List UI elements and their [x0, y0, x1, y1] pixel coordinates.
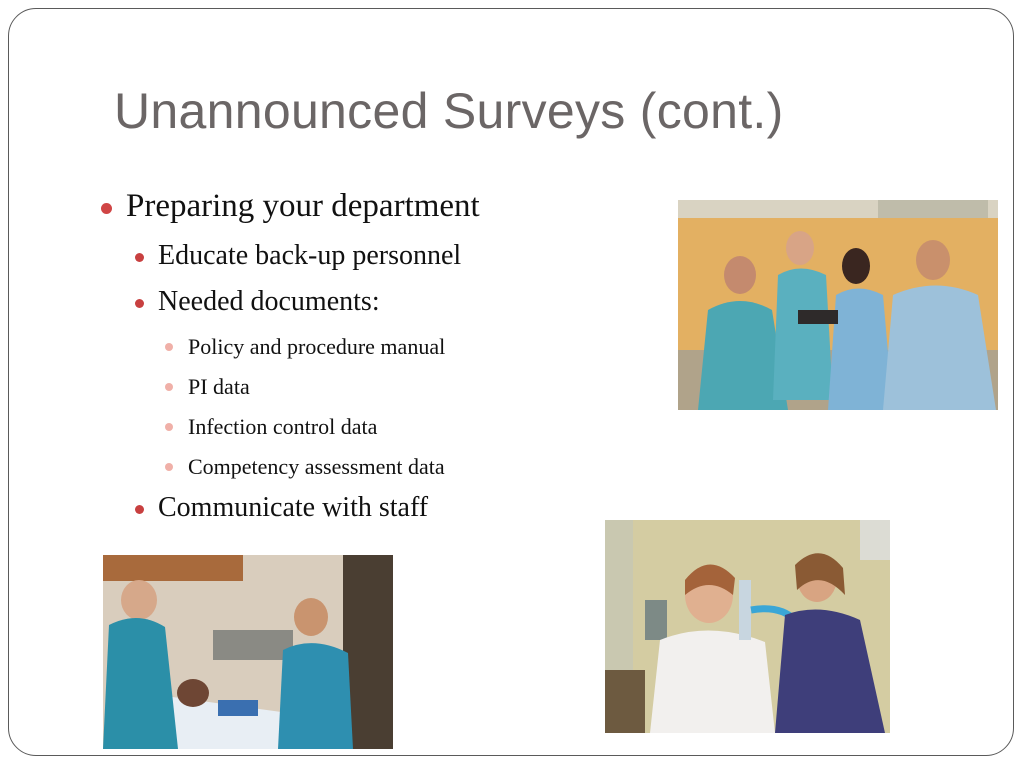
bullet-communicate-staff: Communicate with staff — [158, 492, 429, 523]
bullet-dot — [165, 423, 173, 431]
staff-meeting-photo — [678, 200, 998, 410]
bullet-infection-control: Infection control data — [188, 414, 378, 439]
bullet-dot — [135, 253, 144, 262]
bullet-dot — [135, 299, 144, 308]
bullet-educate-backup: Educate back-up personnel — [158, 240, 462, 271]
bullet-needed-documents: Needed documents: — [158, 286, 380, 317]
slide-title: Unannounced Surveys (cont.) — [114, 83, 784, 139]
bullet-dot — [165, 343, 173, 351]
bullet-dot — [101, 203, 112, 214]
breathing-exercise-photo — [605, 520, 890, 733]
bullet-pi-data: PI data — [188, 374, 250, 399]
bullet-competency-assessment: Competency assessment data — [188, 454, 445, 479]
bullet-preparing-department: Preparing your department — [126, 188, 480, 224]
bullet-dot — [165, 463, 173, 471]
bullet-policy-manual: Policy and procedure manual — [188, 334, 446, 359]
bullet-dot — [165, 383, 173, 391]
bedside-care-photo — [103, 555, 393, 749]
bullet-dot — [135, 505, 144, 514]
